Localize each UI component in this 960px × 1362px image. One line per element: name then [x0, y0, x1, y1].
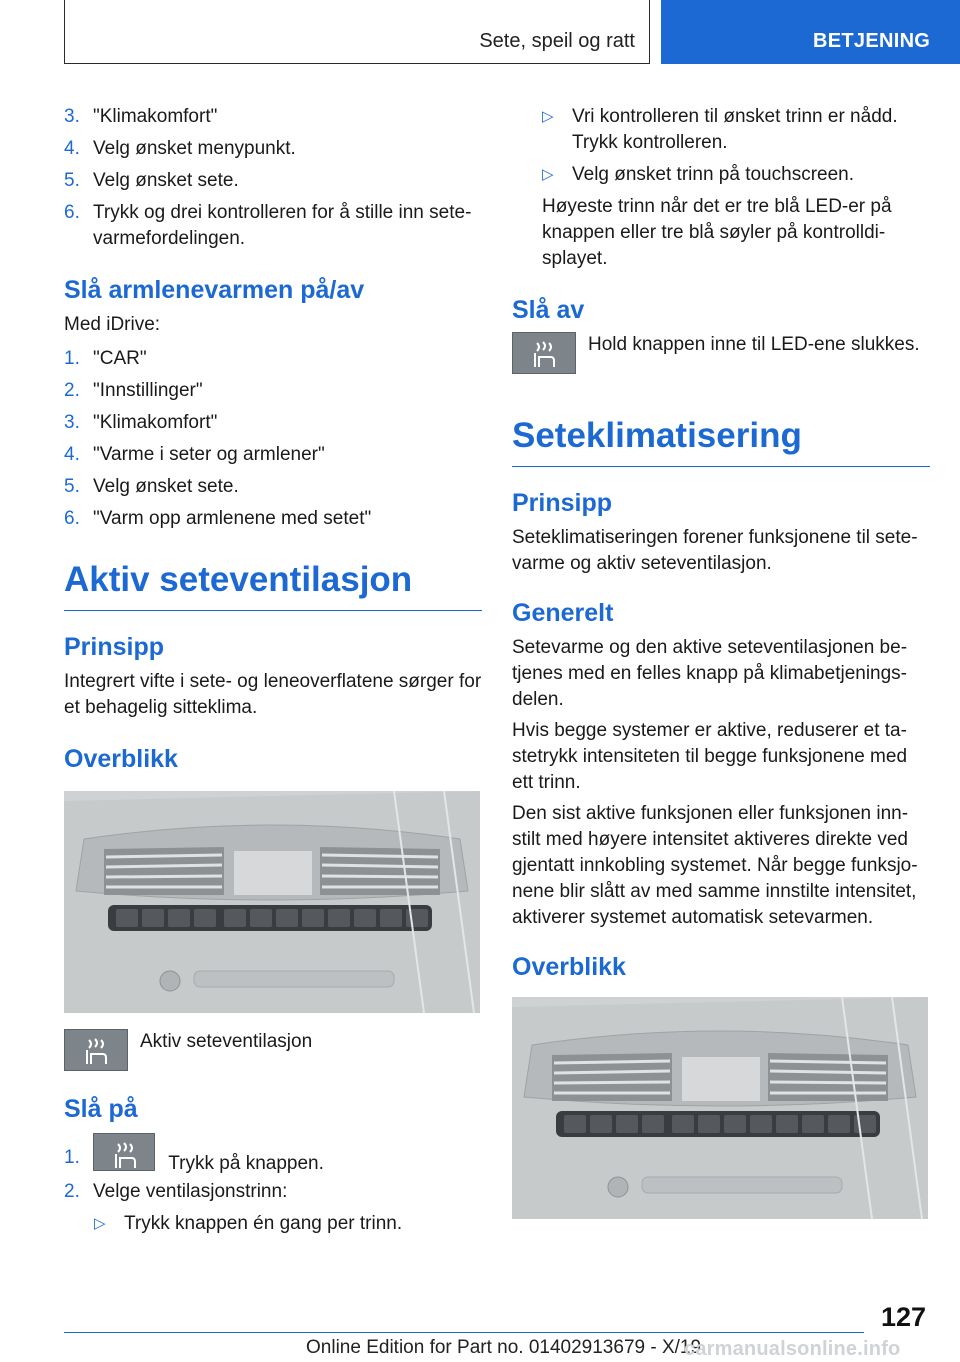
ventilation-title: Aktiv seteventilasjon	[64, 558, 482, 611]
armrest-heading: Slå armlenevarmen på/av	[64, 276, 365, 304]
general-paragraph-1: Setevarme og den aktive seteventilasjonen be-tjenes med en felles knapp på klimabetjenings-delen.	[512, 637, 908, 710]
climate-panel-photo	[512, 997, 928, 1219]
highest-level-text: Høyeste trinn når det er tre blå LED-er på knappen eller tre blå søyler på kontrolldi-splayet.	[542, 196, 892, 269]
list-item	[64, 442, 482, 468]
list-number: 1.	[64, 348, 80, 369]
ventilation-icon-row	[64, 1029, 482, 1073]
list-number: 4.	[64, 444, 80, 465]
on-heading: Slå på	[64, 1095, 138, 1123]
list-number: 2.	[64, 1181, 80, 1202]
list-text: "Klimakomfort"	[93, 106, 218, 127]
seat-ventilation-button-icon	[512, 332, 576, 374]
list-item	[64, 506, 482, 532]
principle-heading: Prinsipp	[64, 633, 165, 661]
list-text: "Innstillinger"	[93, 380, 203, 401]
list-text: "Klimakomfort"	[93, 412, 218, 433]
list-number: 3.	[64, 412, 80, 433]
list-item	[64, 378, 482, 404]
list-item	[64, 200, 482, 252]
off-icon-row	[512, 332, 930, 376]
triangle-bullet-icon: ▷	[94, 1215, 106, 1232]
list-text: "Varm opp armlenene med setet"	[93, 508, 372, 529]
dashboard-vents-illustration	[512, 997, 928, 1219]
off-text: Hold knappen inne til LED-ene slukkes.	[588, 334, 920, 355]
overview-heading: Overblikk	[64, 745, 178, 773]
list-item	[64, 136, 482, 162]
list-item	[64, 346, 482, 372]
climate-principle-heading: Prinsipp	[512, 489, 613, 517]
general-paragraph-2: Hvis begge systemer er aktive, reduserer et ta-stetrykk intensiteten til begge funksjonene med ett trinn.	[512, 720, 908, 793]
header-chapter-label: BETJENING	[813, 30, 931, 52]
seat-ventilation-button-icon	[64, 1029, 128, 1071]
sub-list	[542, 104, 930, 188]
list-text: Trykk på knappen.	[168, 1153, 324, 1175]
list-text: "CAR"	[93, 348, 147, 369]
list-number: 5.	[64, 170, 80, 191]
triangle-bullet-icon: ▷	[542, 108, 554, 125]
sub-list	[94, 1211, 482, 1237]
general-paragraph-3: Den sist aktive funksjonen eller funksjonen inn-stilt med høyere intensitet aktiveres direkte ved gjentatt innkobling systemet. Når begge funksjo-nene blir slått av med samme innstilte intensitet, aktiverer systemet automatisk setevarmen.	[512, 803, 918, 928]
on-steps	[64, 1133, 482, 1237]
general-heading: Generelt	[512, 599, 614, 627]
list-text: Velg ønsket sete.	[93, 476, 239, 497]
list-number: 5.	[64, 476, 80, 497]
list-number: 3.	[64, 106, 80, 127]
climate-title: Seteklimatisering	[512, 414, 930, 467]
armrest-list	[64, 346, 482, 532]
seat-ventilation-button-icon	[93, 1133, 155, 1171]
footer-edition: Online Edition for Part no. 01402913679 - X/19	[306, 1337, 702, 1358]
principle-text: Integrert vifte i sete- og leneoverflatene sørger for et behagelig sitteklima.	[64, 671, 482, 718]
list-text: Velg ønsket sete.	[93, 170, 239, 191]
left-column	[64, 104, 482, 1243]
page-number: 127	[881, 1302, 927, 1332]
list-item	[64, 410, 482, 436]
triangle-bullet-icon: ▷	[542, 166, 554, 183]
list-text: "Varme i seter og armlener"	[93, 444, 325, 465]
sub-list-text: Velg ønsket trinn på touchscreen.	[572, 164, 854, 185]
list-item	[64, 104, 482, 130]
watermark: carmanualsonline.info	[684, 1338, 901, 1360]
list-text: Trykk og drei kontrolleren for å stille inn sete-varmefordelingen.	[93, 202, 472, 249]
list-top	[64, 104, 482, 252]
list-text: Velg ønsket menypunkt.	[93, 138, 296, 159]
sub-list-item	[542, 104, 930, 156]
list-number: 6.	[64, 508, 80, 529]
list-item	[64, 168, 482, 194]
ventilation-icon-caption: Aktiv seteventilasjon	[140, 1031, 313, 1052]
list-number: 1.	[64, 1147, 80, 1168]
with-idrive-label: Med iDrive:	[64, 314, 161, 335]
list-item	[64, 1179, 482, 1205]
right-column	[512, 104, 930, 1235]
dashboard-vents-illustration	[64, 791, 480, 1013]
climate-panel-photo	[64, 791, 480, 1013]
climate-overview-heading: Overblikk	[512, 953, 626, 981]
footer-rule	[64, 1332, 864, 1333]
sub-list-item	[542, 162, 930, 188]
list-number: 4.	[64, 138, 80, 159]
climate-principle-text: Seteklimatiseringen forener funksjonene til sete-varme og aktiv seteventilasjon.	[512, 527, 918, 574]
list-item	[64, 474, 482, 500]
list-text: Velge ventilasjonstrinn:	[93, 1181, 288, 1202]
header-section-box	[64, 0, 650, 64]
list-number: 6.	[64, 202, 80, 223]
header-section-title: Sete, speil og ratt	[479, 30, 635, 52]
sub-list-text: Vri kontrolleren til ønsket trinn er nådd. Trykk kontrolleren.	[572, 106, 898, 153]
off-heading: Slå av	[512, 296, 585, 324]
list-item	[64, 1133, 482, 1173]
sub-list-item	[94, 1211, 482, 1237]
list-number: 2.	[64, 380, 80, 401]
header-chapter-tab[interactable]	[661, 0, 960, 64]
sub-list-text: Trykk knappen én gang per trinn.	[124, 1213, 403, 1234]
